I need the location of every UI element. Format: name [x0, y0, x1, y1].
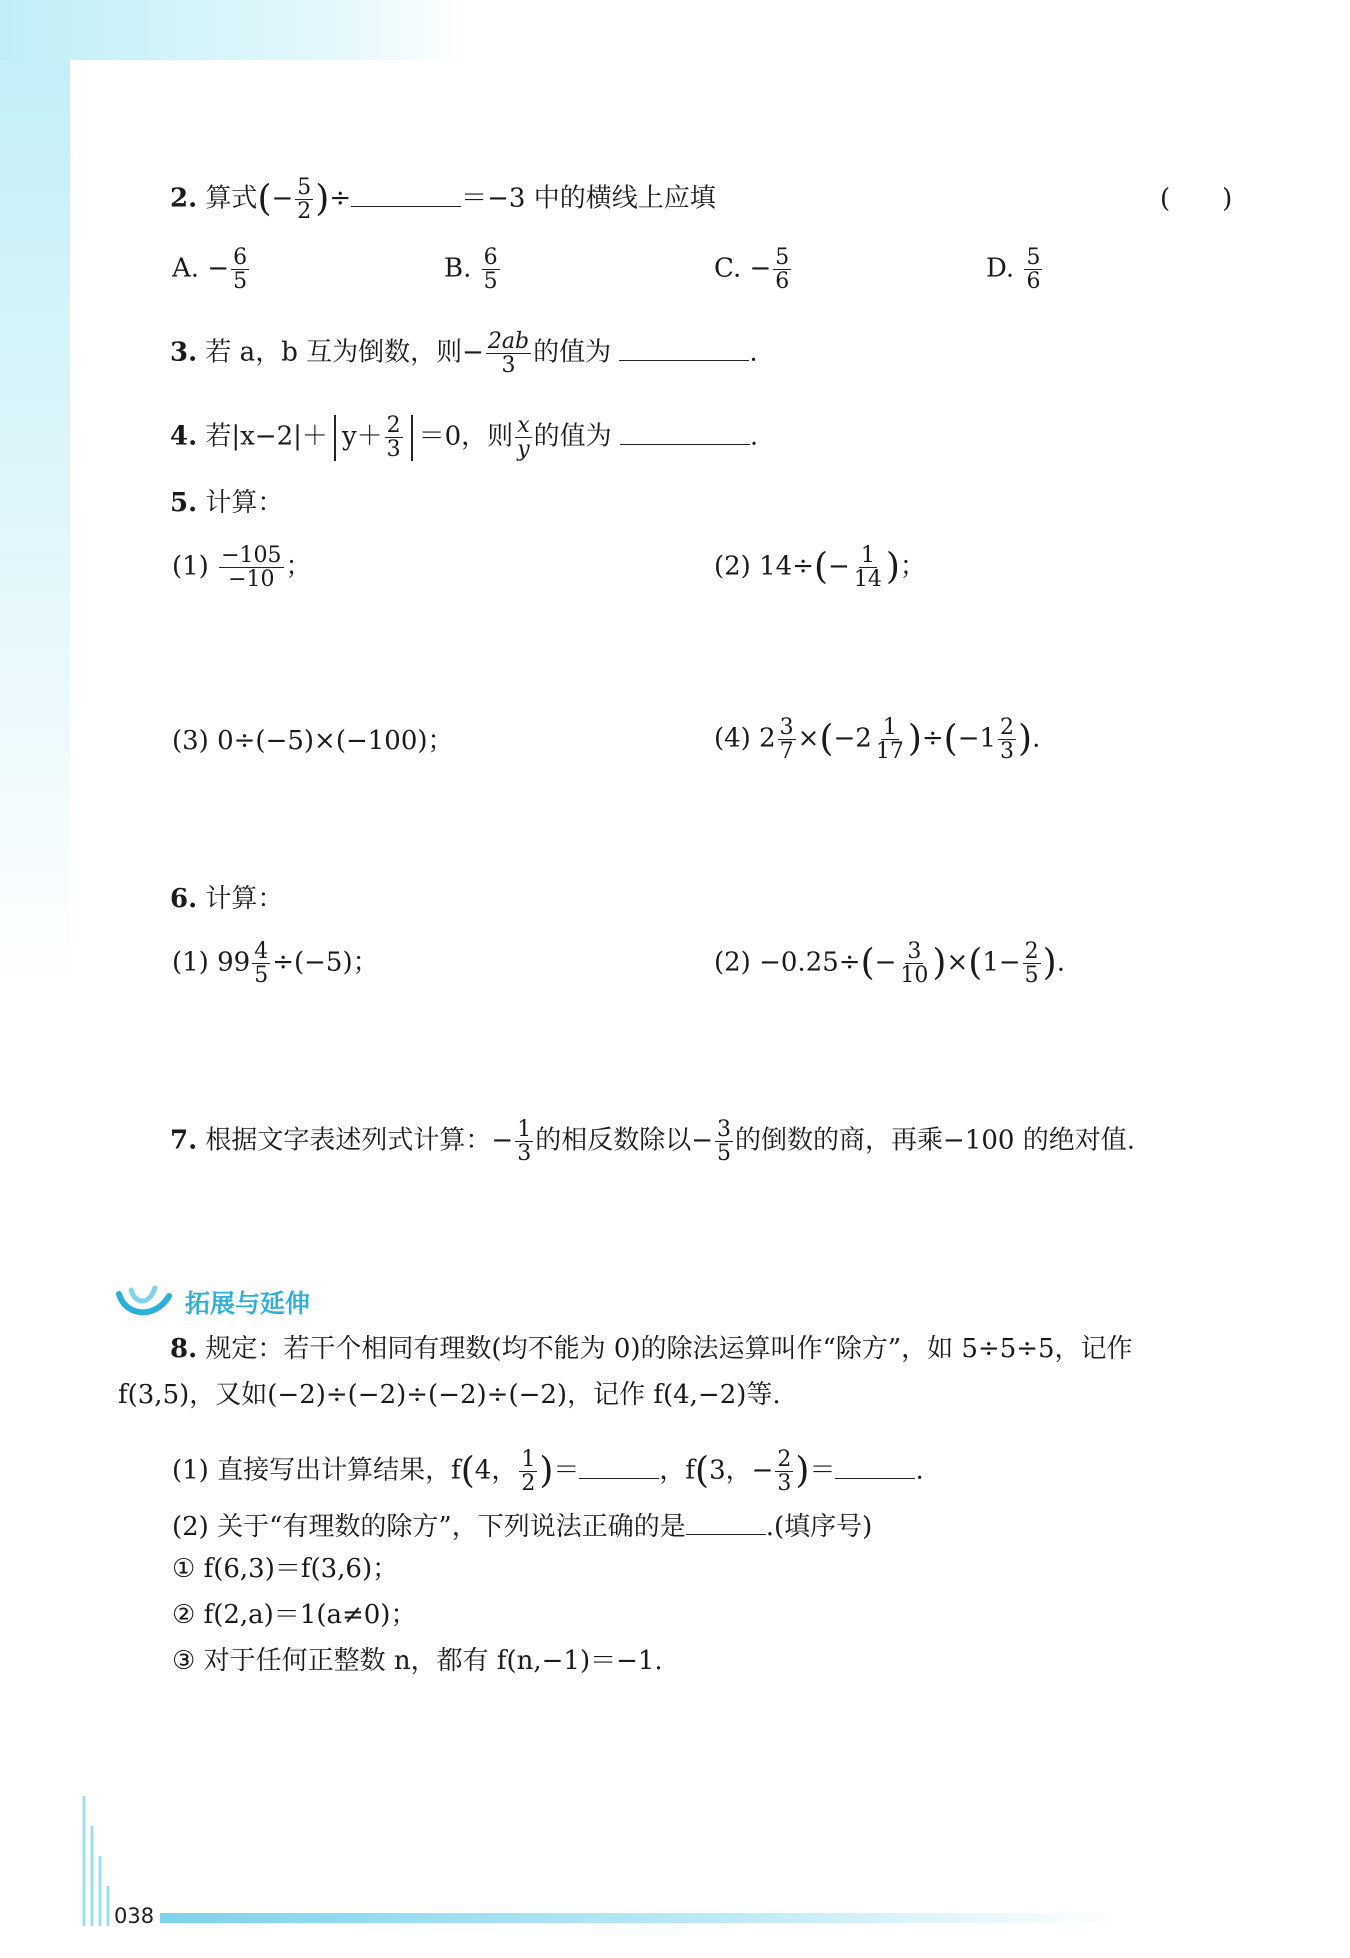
statement-1: ① f(6,3)＝f(3,6)；	[172, 1554, 399, 1584]
question-8-part-1: (1) 直接写出计算结果，f(4， $\frac{1}{2}$ )＝ ，f(3，− $\frac{2}{3}$ )＝ .	[172, 1447, 924, 1497]
question-4: 4. 若|x−2|＋ y＋ $\frac{2}{3}$ ＝0，则 $\frac{x}{y}$ 的值为 .	[170, 413, 759, 463]
answer-blank[interactable]	[579, 1454, 659, 1479]
question-3: 3. 若 a，b 互为倒数，则− $\frac{2ab}{3}$ 的值为 .	[170, 329, 758, 379]
footer-band	[160, 1913, 1120, 1923]
question-5-part-2: (2) 14÷(− $\frac{1}{14}$ )；	[714, 543, 926, 593]
question-5-part-4: (4) 2 $\frac{3}{7}$ ×(−2 $\frac{1}{17}$ )÷(−1 $\frac{2}{3}$ ).	[714, 715, 1041, 765]
swoosh-icon	[115, 1282, 173, 1322]
statement-2: ② f(2,a)＝1(a≠0)；	[172, 1600, 417, 1630]
option-a[interactable]: A. − $\frac{6}{5}$	[172, 245, 248, 295]
absolute-bar-right	[411, 415, 413, 461]
question-5-part-3: (3) 0÷(−5)×(−100)；	[172, 726, 454, 756]
statement-3: ③ 对于任何正整数 n，都有 f(n,−1)＝−1.	[172, 1646, 663, 1676]
question-5-title: 5. 计算：	[170, 488, 284, 518]
option-c[interactable]: C. − $\frac{5}{6}$	[714, 245, 790, 295]
question-5-part-1: (1) $\frac{-105}{-10}$ ；	[172, 543, 312, 593]
answer-blank[interactable]	[619, 336, 749, 361]
question-6-title: 6. 计算：	[170, 884, 284, 914]
question-8-line-1: 8. 规定：若干个相同有理数(均不能为 0)的除法运算叫作“除方”，如 5÷5÷5，记作	[170, 1334, 1133, 1364]
question-8-line-2: f(3,5)，又如(−2)÷(−2)÷(−2)÷(−2)，记作 f(4,−2)等.	[118, 1380, 781, 1410]
answer-blank[interactable]	[620, 420, 750, 445]
fraction: $\frac{2ab}{3}$	[487, 329, 530, 379]
option-d[interactable]: D. $\frac{5}{6}$	[986, 245, 1041, 295]
answer-blank[interactable]	[835, 1454, 915, 1479]
option-b[interactable]: B. $\frac{6}{5}$	[444, 245, 498, 295]
page-top-decoration	[0, 0, 470, 60]
question-2: 2. 算式(− $\frac{5}{2}$ )÷ ＝−3 中的横线上应填	[170, 175, 716, 225]
answer-bracket[interactable]: ( )	[1160, 184, 1233, 214]
question-6-part-2: (2) −0.25÷(− $\frac{3}{10}$ )×(1− $\frac{2}{5}$ ).	[714, 939, 1065, 989]
fraction: $\frac{5}{2}$	[297, 175, 312, 225]
page-number: 038	[114, 1904, 155, 1928]
question-8-part-2: (2) 关于“有理数的除方”，下列说法正确的是 .(填序号)	[172, 1512, 873, 1542]
answer-blank[interactable]	[351, 182, 461, 207]
section-header	[115, 1282, 310, 1322]
question-6-part-1: (1) 99 $\frac{4}{5}$ ÷(−5)；	[172, 939, 379, 989]
answer-blank[interactable]	[686, 1510, 766, 1535]
section-title: 拓展与延伸	[185, 1289, 311, 1318]
page-corner-decoration	[0, 0, 70, 1000]
absolute-bar-left	[334, 415, 336, 461]
question-7: 7. 根据文字表述列式计算：− $\frac{1}{3}$ 的相反数除以− $\frac{3}{5}$ 的倒数的商，再乘−100 的绝对值.	[170, 1117, 1135, 1167]
